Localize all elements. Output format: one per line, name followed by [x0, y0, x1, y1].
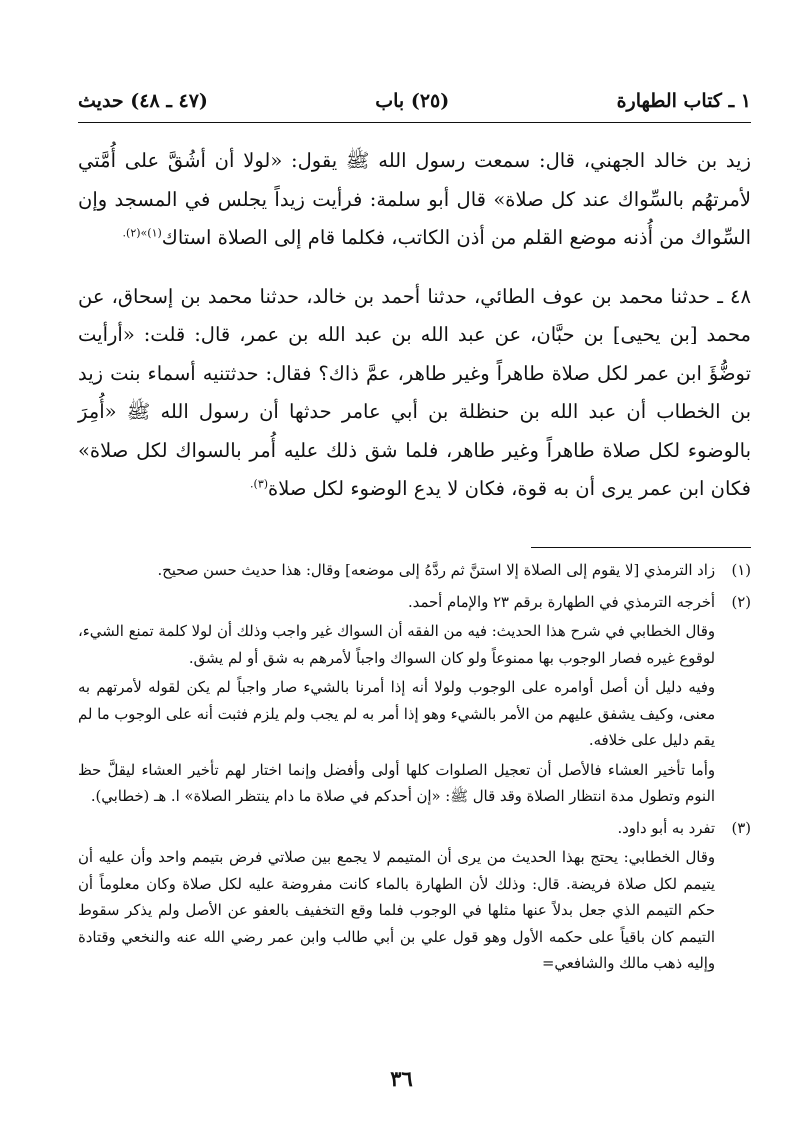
- para-text: زيد بن خالد الجهني، قال: سمعت رسول الله ﷺ يقول: «لولا أن أشُقَّ على أُمَّتي لأمرتهُم بالسِّواك عند كل صلاة» قال أبو سلمة: فرأيت زيداً يجلس في المسجد وإن السِّواك من أُذنه موضع القلم من أذن الكاتب، فكلما قام إلى الصلاة استاك: [78, 149, 751, 249]
- footnote-number: (١): [731, 562, 751, 579]
- hadith-48: [78, 278, 751, 509]
- footnote-number: (٢): [731, 593, 751, 611]
- header-divider: [78, 122, 751, 123]
- hadith-47-continuation: [78, 142, 751, 258]
- footnote-divider: [531, 547, 751, 548]
- footnote-paragraph: وقال الخطابي: يحتج بهذا الحديث من يرى أن المتيمم لا يجمع بين صلاتي فرض بتيمم واحد وأن عليه أن يتيمم لكل صلاة فريضة. قال: وذلك لأن الطهارة بالماء كانت مفروضة عليه لكل صلاة وكان معلوماً أن حكم التيمم الذي جعل بدلاً عنها مثلها في الوجوب فلما وقع التخفيف بالعفو عن الأصل ولم يذكر سقوط التيمم كان باقياً على حكمه الأول وهو قول علي بن أبي طالب وابن عمر رضي الله عنه والنخعي وقتادة وإليه ذهب مالك والشافعي=: [78, 849, 715, 972]
- footnote-2: [78, 590, 751, 814]
- footnote-body: [78, 558, 715, 588]
- page-number: ٣٦: [390, 1066, 413, 1091]
- footnote-refs: (١)»(٢).: [122, 226, 162, 240]
- footnote-paragraph: تفرد به أبو داود.: [617, 819, 715, 837]
- footnote-3: [78, 816, 751, 981]
- footnote-paragraph: زاد الترمذي [لا يقوم إلى الصلاة إلا استنَّ ثم ردَّهُ إلى موضعه] وقال: هذا حديث حسن صحيح.: [157, 562, 715, 579]
- footnote-1: [78, 558, 751, 588]
- main-text: [78, 142, 751, 509]
- footnote-paragraph: وقال الخطابي في شرح هذا الحديث: فيه من الفقه أن السواك غير واجب وذلك أن لولا كلمة تمنع الشيء، لوقوع غيره فصار الوجوب بها ممنوعاً ولو كان السواك واجباً لأمرهم به شق أو لم يشق.: [78, 623, 715, 667]
- para-text: ٤٨ ـ حدثنا محمد بن عوف الطائي، حدثنا أحمد بن خالد، حدثنا محمد بن إسحاق، عن محمد [بن يحيى] بن حبَّان، عن عبد الله بن عبد الله بن عمر، قال: قلت: «أرأيت توضُّؤَ ابن عمر لكل صلاة طاهراً وغير طاهر، عمَّ ذاك؟ فقال: حدثتنيه أسماء بنت زيد بن الخطاب أن عبد الله بن حنظلة بن أبي عامر حدثها أن رسول الله ﷺ «أُمِرَ بالوضوء لكل صلاة طاهراً وغير طاهر، فلما شق ذلك عليه أُمر بالسواك لكل صلاة» فكان ابن عمر يرى أن به قوة، فكان لا يدع الوضوء لكل صلاة: [78, 284, 751, 500]
- running-header: [78, 84, 751, 118]
- footnote-paragraph: وفيه دليل أن أصل أوامره على الوجوب ولولا أنه إذا أمرنا بالشيء صار واجباً لم يكن لقوله لأمرتهم به معنى، وكيف يشفق عليهم من الأمر بالشيء وهو إذا أمر به لم يجب ولم يلزم فثبت أنه على الوجوب ما لم يقم دليل على خلافه.: [78, 679, 715, 749]
- footnote-paragraph: أخرجه الترمذي في الطهارة برقم ٢٣ والإمام أحمد.: [407, 593, 715, 611]
- header-chapter: ١ ـ كتاب الطهارة: [616, 90, 751, 112]
- header-hadith-range: (٤٧ ـ ٤٨) حديث: [78, 90, 208, 112]
- footnote-paragraph: وأما تأخير العشاء فالأصل أن تعجيل الصلوات كلها أولى وأفضل وإنما اختار لهم تأخير العشاء ليقلَّ حظ النوم وتطول مدة انتظار الصلاة وقد قال ﷺ: «إن أحدكم في صلاة ما دام ينتظر الصلاة» ا. هـ (خطابي).: [78, 761, 715, 805]
- header-section: (٢٥) باب: [375, 90, 450, 112]
- footnote-body: [78, 816, 715, 981]
- footnote-body: [78, 590, 715, 814]
- footnotes: [78, 556, 751, 981]
- footnote-number: (٣): [731, 819, 751, 837]
- footnote-ref: (٣).: [250, 477, 269, 491]
